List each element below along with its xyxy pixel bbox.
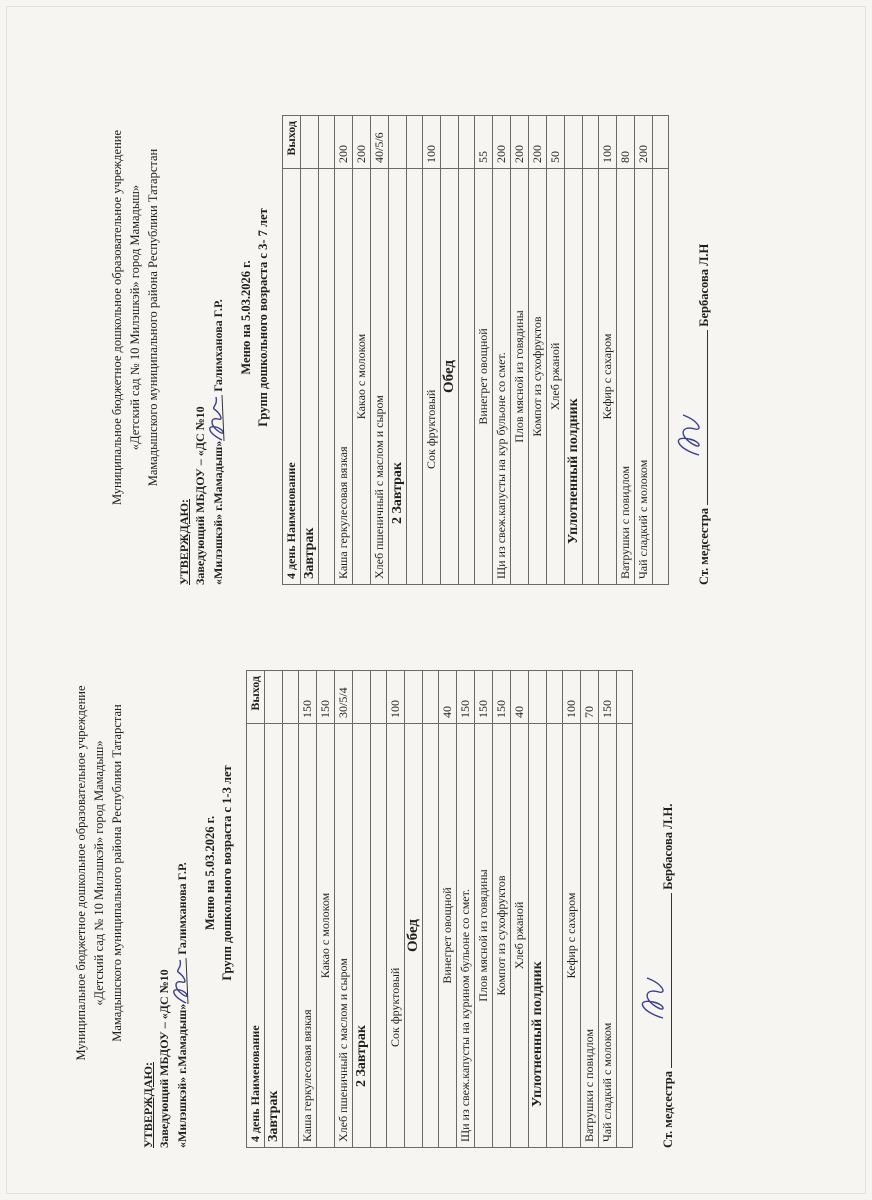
empty-cell <box>583 169 599 585</box>
blank-row <box>319 116 335 585</box>
dish-amount: 80 <box>617 116 635 169</box>
meal-title: Уплотненный полдник <box>565 169 583 585</box>
signature-line <box>695 330 708 505</box>
dish-amount: 150 <box>599 671 617 724</box>
dish-amount: 200 <box>529 116 547 169</box>
blank-row <box>547 671 563 1148</box>
blank-row <box>283 671 299 1148</box>
nurse-label: Ст. медсестра <box>661 1071 675 1148</box>
dish-name: Каша геркулесовая вязкая <box>335 169 353 585</box>
table-row <box>335 116 353 585</box>
table-row <box>493 671 511 1148</box>
dish-amount: 150 <box>493 671 511 724</box>
nurse-signature-icon <box>669 405 709 465</box>
meal-row <box>353 671 371 1148</box>
signature-icon <box>208 395 226 441</box>
table-header-row <box>283 116 301 585</box>
header-line-1: Муниципальное бюджетное дошкольное образовательное учреждение <box>74 685 88 1061</box>
approve-org: «Милэшкэй» г.Мамадыш» <box>211 440 225 585</box>
empty-cell <box>283 671 299 724</box>
menu-date: Меню на 5.03.2026 г. <box>239 260 253 375</box>
header-line-2: «Детский сад № 10 Милэшкэй» город Мамадыш» <box>92 740 106 1006</box>
menu-title <box>238 50 272 585</box>
dish-amount: 40/5/6 <box>371 116 389 169</box>
table-row <box>563 671 581 1148</box>
menu-table <box>246 670 633 1148</box>
table-row <box>475 671 493 1148</box>
table-row <box>599 671 617 1148</box>
blank-row <box>423 671 439 1148</box>
meal-title: 2 Завтрак <box>353 724 371 1148</box>
empty-cell <box>547 724 563 1148</box>
dish-name: Хлеб ржаной <box>547 169 565 585</box>
dish-amount: 50 <box>547 116 565 169</box>
menu-table <box>282 115 669 585</box>
dish-name: Хлеб пшеничный с маслом и сыром <box>335 724 353 1148</box>
table-row <box>439 671 457 1148</box>
nurse-name: Бербасова Л.Н <box>697 243 711 327</box>
dish-name: Плов мясной из говядины <box>475 724 493 1148</box>
blank-row <box>407 116 423 585</box>
dish-amount: 200 <box>635 116 653 169</box>
blank-row <box>653 116 669 585</box>
dish-amount: 150 <box>475 671 493 724</box>
dish-amount: 100 <box>387 671 405 724</box>
dish-name: Каша геркулесовая вязкая <box>299 724 317 1148</box>
dish-amount: 40 <box>439 671 457 724</box>
approve-org-line <box>208 50 226 585</box>
table-row <box>317 671 335 1148</box>
empty-cell <box>371 671 387 724</box>
empty-cell <box>319 169 335 585</box>
blank-row <box>371 671 387 1148</box>
empty-cell <box>371 724 387 1148</box>
approve-position: Заведующий МБДОУ – «ДС №10 <box>157 969 171 1148</box>
column-header-name: 4 день Наименование <box>283 169 301 585</box>
menu-group: Групп дошкольного возраста с 1-3 лет <box>220 765 234 981</box>
empty-cell <box>389 116 407 169</box>
empty-cell <box>283 724 299 1148</box>
table-row <box>493 116 511 585</box>
approve-org-line <box>172 598 190 1148</box>
signature-icon <box>172 958 190 1004</box>
dish-name: Сок фруктовый <box>387 724 405 1148</box>
header-line-3: Мамадышского муниципального района Республики Татарстан <box>146 148 160 487</box>
empty-cell <box>265 671 283 724</box>
approval-block <box>176 50 226 585</box>
table-row <box>475 116 493 585</box>
empty-cell <box>617 724 633 1148</box>
dish-name: Кефир с сахаром <box>563 724 581 1148</box>
column-header-name: 4 день Наименование <box>247 724 265 1148</box>
dish-amount: 70 <box>581 671 599 724</box>
dish-name: Чай сладкий с молоком <box>635 169 653 585</box>
dish-name: Хлеб пшеничный с маслом и сыром <box>371 169 389 585</box>
empty-cell <box>529 671 547 724</box>
dish-name: Винегрет овощной <box>475 169 493 585</box>
dish-amount: 200 <box>493 116 511 169</box>
table-row <box>511 116 529 585</box>
meal-row <box>565 116 583 585</box>
institution-header <box>72 598 126 1148</box>
dish-name: Компот из сухофруктов <box>493 724 511 1148</box>
table-row <box>371 116 389 585</box>
nurse-name: Бербасова Л.Н. <box>661 803 675 890</box>
menu-date: Меню на 5.03.2026 г. <box>203 815 217 931</box>
table-row <box>353 116 371 585</box>
menu-sheet-1-3 <box>72 598 787 1148</box>
dish-name: Ватрушки с повидлом <box>617 169 635 585</box>
dish-amount: 55 <box>475 116 493 169</box>
meal-row <box>529 671 547 1148</box>
dish-name: Какао с молоком <box>353 169 371 585</box>
meal-title: 2 Завтрак <box>389 169 407 585</box>
meal-title: Завтрак <box>301 169 319 585</box>
approve-label: УТВЕРЖДАЮ: <box>177 498 191 585</box>
empty-cell <box>319 116 335 169</box>
empty-cell <box>423 671 439 724</box>
institution-header <box>108 50 162 585</box>
dish-name: Винегрет овощной <box>439 724 457 1148</box>
dish-name: Ватрушки с повидлом <box>581 724 599 1148</box>
empty-cell <box>353 671 371 724</box>
meal-title: Уплотненный полдник <box>529 724 547 1148</box>
empty-cell <box>617 671 633 724</box>
meal-row <box>389 116 407 585</box>
dish-amount: 100 <box>423 116 441 169</box>
dish-amount: 150 <box>299 671 317 724</box>
meal-row <box>441 116 459 585</box>
empty-cell <box>583 116 599 169</box>
menu-group: Групп дошкольного возраста с 3- 7 лет <box>256 208 270 427</box>
table-row <box>617 116 635 585</box>
table-row <box>581 671 599 1148</box>
nurse-signature-block <box>659 598 676 1148</box>
dish-name: Компот из сухофруктов <box>529 169 547 585</box>
signature-line <box>659 893 672 1068</box>
dish-amount: 200 <box>511 116 529 169</box>
header-line-1: Муниципальное бюджетное дошкольное образовательное учреждение <box>110 130 124 505</box>
dish-name: Чай сладкий с молоком <box>599 724 617 1148</box>
dish-amount: 40 <box>511 671 529 724</box>
table-row <box>511 671 529 1148</box>
nurse-signature-icon <box>633 968 673 1028</box>
empty-cell <box>407 169 423 585</box>
approval-block <box>140 598 190 1148</box>
header-line-3: Мамадышского муниципального района Республики Татарстан <box>110 704 124 1042</box>
table-row <box>599 116 617 585</box>
dish-name: Кефир с сахаром <box>599 169 617 585</box>
blank-row <box>583 116 599 585</box>
empty-cell <box>441 116 459 169</box>
column-header-output: Выход <box>247 671 265 724</box>
empty-cell <box>565 116 583 169</box>
table-row <box>335 671 353 1148</box>
dish-amount: 150 <box>317 671 335 724</box>
blank-row <box>617 671 633 1148</box>
empty-cell <box>653 169 669 585</box>
empty-cell <box>653 116 669 169</box>
table-header-row <box>247 671 265 1148</box>
empty-cell <box>423 724 439 1148</box>
approve-name: Галимханова Г.Р. <box>211 299 225 392</box>
empty-cell <box>405 671 423 724</box>
column-header-output: Выход <box>283 116 301 169</box>
approve-org: «Милэшкэй» г.Мамадыш» <box>175 1003 189 1148</box>
table-row <box>635 116 653 585</box>
meal-row <box>265 671 283 1148</box>
meal-row <box>301 116 319 585</box>
table-row <box>387 671 405 1148</box>
dish-amount: 30/5/4 <box>335 671 353 724</box>
nurse-label: Ст. медсестра <box>697 508 711 585</box>
dish-amount: 200 <box>353 116 371 169</box>
meal-title: Обед <box>441 169 459 585</box>
dish-name: Плов мясной из говядины <box>511 169 529 585</box>
table-row <box>299 671 317 1148</box>
nurse-signature-block <box>695 50 712 585</box>
empty-cell <box>301 116 319 169</box>
dish-amount: 200 <box>335 116 353 169</box>
blank-row <box>459 116 475 585</box>
table-row <box>423 116 441 585</box>
dish-amount: 100 <box>563 671 581 724</box>
empty-cell <box>407 116 423 169</box>
table-row <box>547 116 565 585</box>
empty-cell <box>459 169 475 585</box>
dish-amount: 100 <box>599 116 617 169</box>
table-row <box>529 116 547 585</box>
dish-name: Хлеб ржаной <box>511 724 529 1148</box>
menu-sheet-3-7 <box>108 50 833 585</box>
header-line-2: «Детский сад № 10 Милэшкэй» город Мамадыш» <box>128 184 142 451</box>
menu-title <box>202 598 236 1148</box>
dish-name: Какао с молоком <box>317 724 335 1148</box>
dish-name: Щи из свеж.капусты на курином бульоне со смет. <box>457 724 475 1148</box>
empty-cell <box>459 116 475 169</box>
dish-name: Сок фруктовый <box>423 169 441 585</box>
empty-cell <box>547 671 563 724</box>
table-row <box>457 671 475 1148</box>
approve-label: УТВЕРЖДАЮ: <box>141 1061 155 1148</box>
meal-title: Обед <box>405 724 423 1148</box>
dish-amount: 150 <box>457 671 475 724</box>
meal-row <box>405 671 423 1148</box>
meal-title: Завтрак <box>265 724 283 1148</box>
approve-position: Заведующий МБДОУ – «ДС №10 <box>193 406 207 585</box>
approve-name: Галимханова Г.Р. <box>175 862 189 955</box>
dish-name: Щи из свеж.капусты на кур бульоне со смет. <box>493 169 511 585</box>
